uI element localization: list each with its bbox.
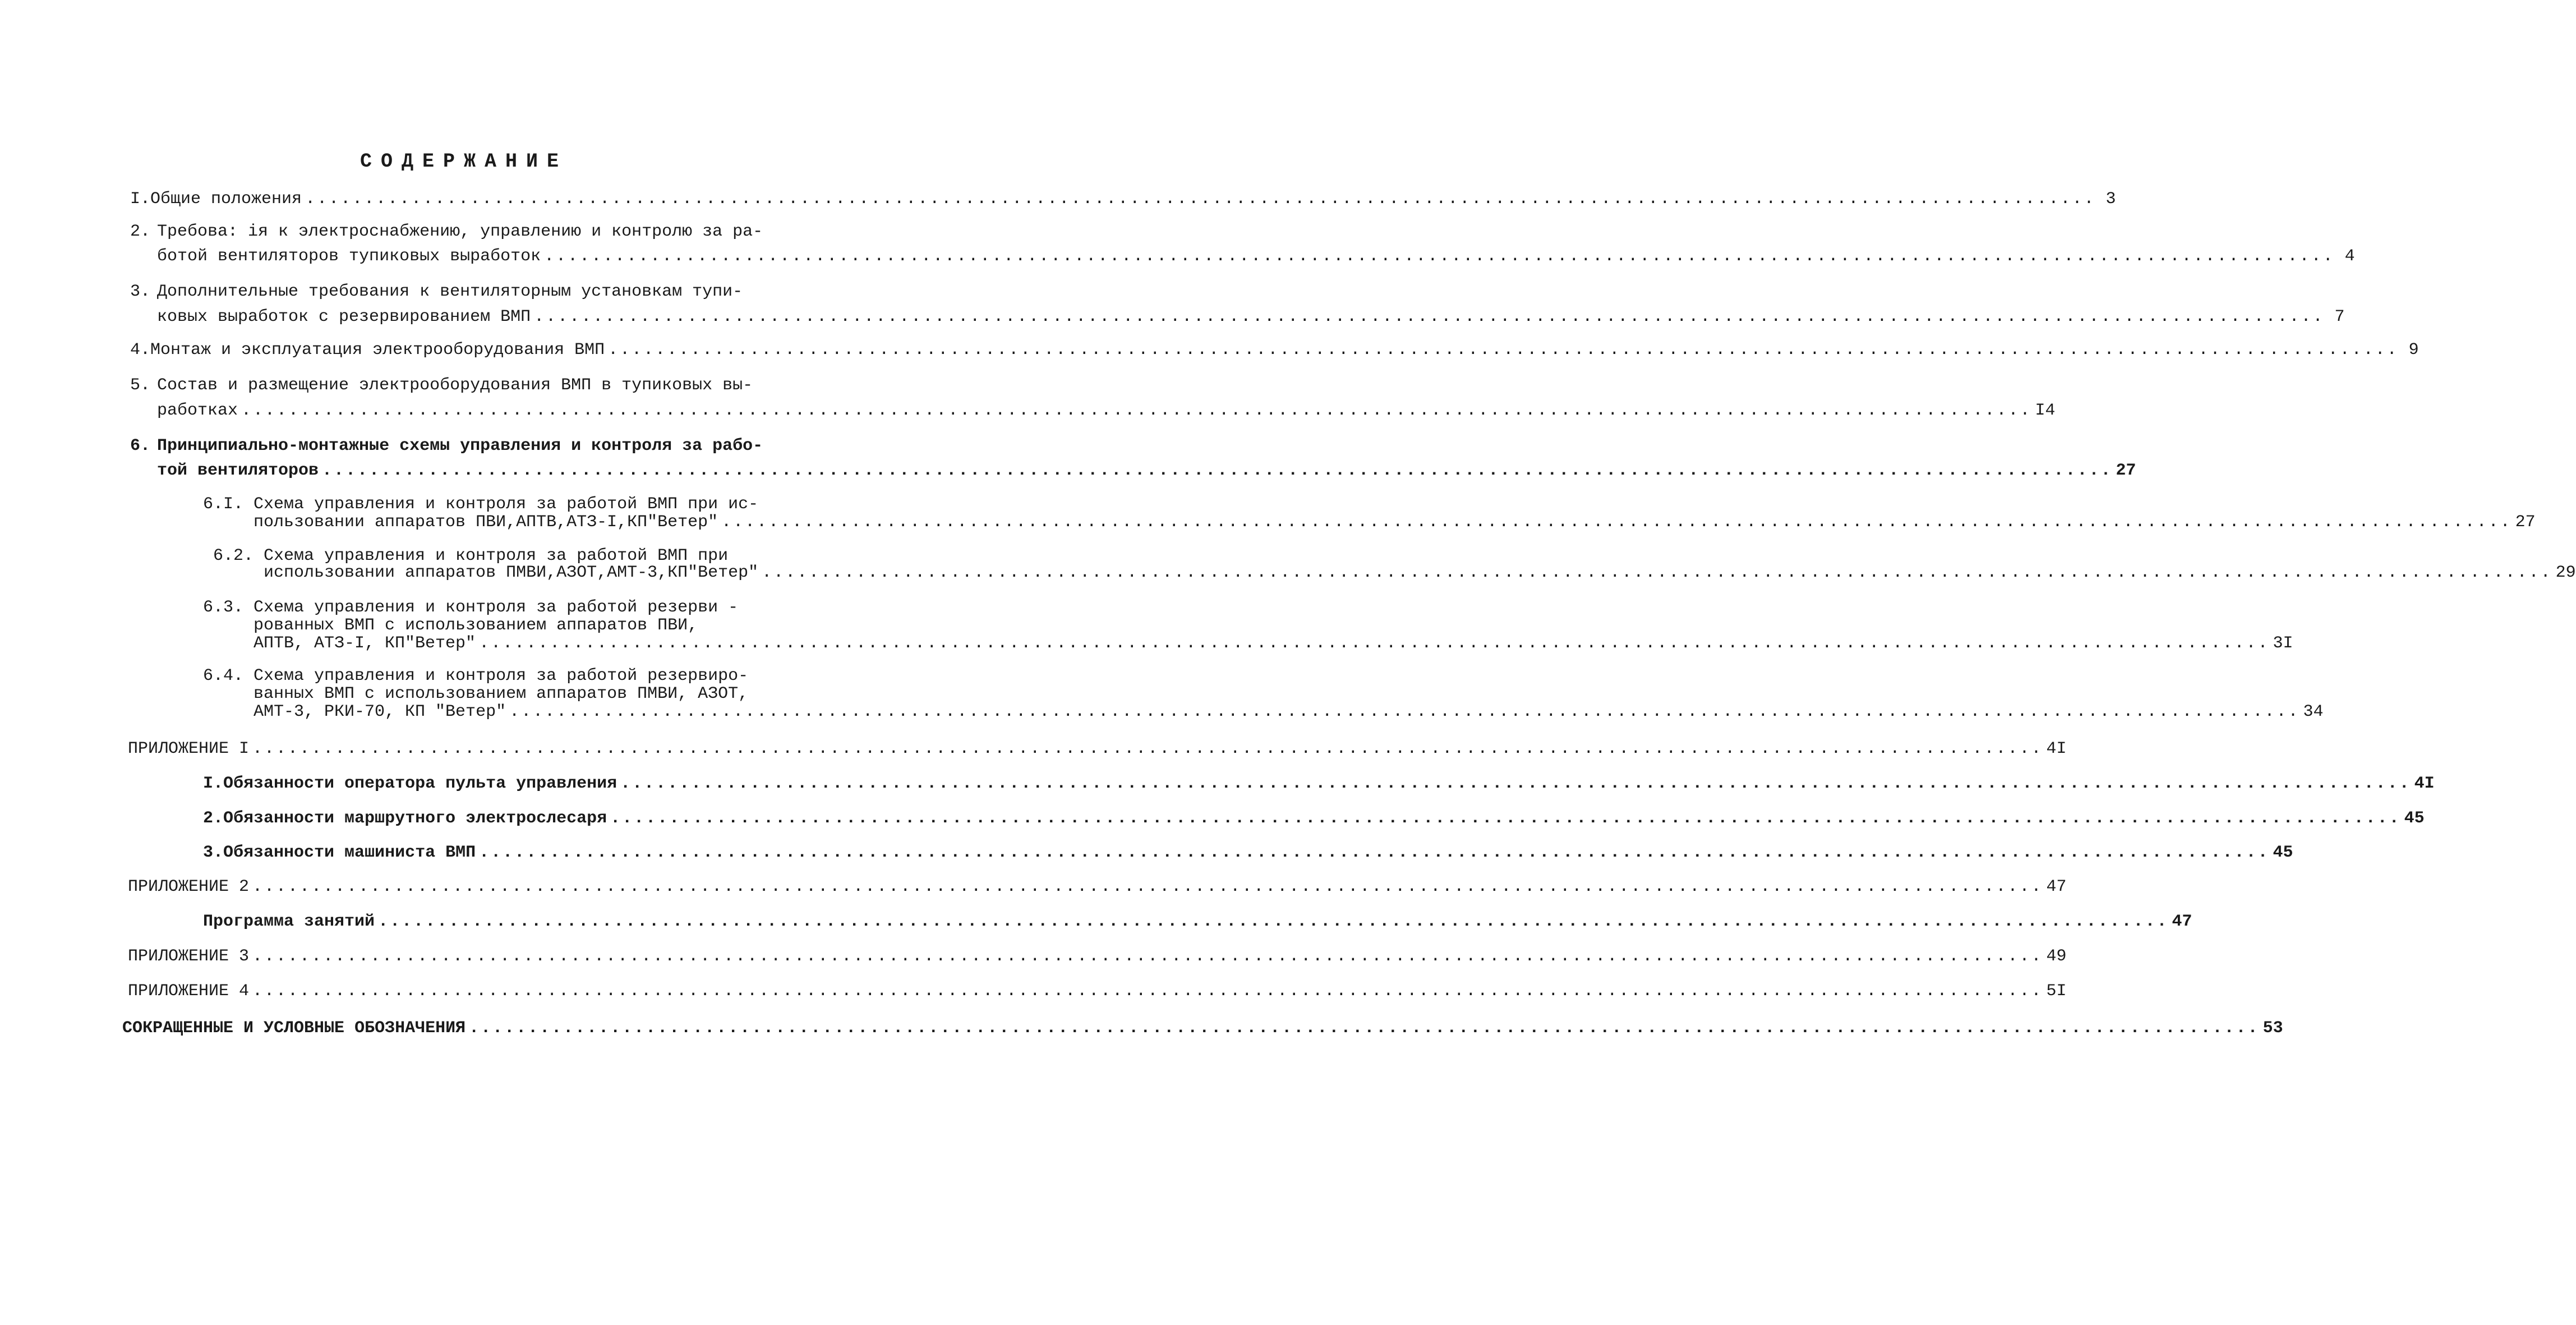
toc-entry-3 (157, 307, 2345, 329)
dot-leader: ........................................................................................................................................................ (479, 634, 2270, 653)
dot-leader: ........................................................................................................................................................ (305, 190, 2096, 209)
toc-subentry-text-line: ванных ВМП с использованием аппаратов ПМВИ, АЗОТ, (254, 684, 749, 703)
toc-appendix-1 (128, 739, 2067, 761)
toc-subentry-text: использовании аппаратов ПМВИ,АЗОТ,АМТ-3,КП"Ветер" (264, 563, 759, 582)
toc-entry-page: 27 (2116, 461, 2136, 480)
toc-item-text: Обязанности маршрутного электрослесаря (223, 809, 607, 828)
toc-subentry-text: АПТВ, АТЗ-I, КП"Ветер" (254, 634, 476, 653)
toc-appendix-4 (128, 982, 2067, 1003)
toc-entry-6 (157, 461, 2136, 482)
toc-entry-number: 2. (130, 222, 151, 241)
toc-entry-text: ковых выработок с резервированием ВМП (157, 307, 531, 326)
toc-appendix-1-item-2 (203, 809, 2425, 830)
toc-subentry-text-line: Схема управления и контроля за работой резерви - (254, 598, 739, 617)
toc-subentry-page: 34 (2303, 702, 2324, 721)
toc-subentry-number: 6.I. (203, 495, 244, 514)
toc-entry-page: I4 (2035, 401, 2056, 420)
toc-item-page: 47 (2172, 912, 2192, 931)
toc-entry-5-line1 (130, 376, 753, 397)
dot-leader: ........................................................................................................................................................ (252, 739, 2043, 758)
toc-entry-5 (157, 401, 2056, 422)
toc-subentry-number: 6.3. (203, 598, 244, 617)
toc-subentry-page: 27 (2515, 513, 2536, 532)
toc-item-text: Программа занятий (203, 912, 375, 931)
toc-item-number: I. (203, 774, 224, 793)
toc-subentry-page: 29 (2555, 563, 2576, 582)
toc-appendix-page: 47 (2046, 877, 2067, 896)
toc-entry-number: 4. (130, 341, 151, 360)
toc-entry-text: Монтаж и эксплуатация электрооборудования ВМП (150, 341, 605, 360)
toc-entry-text-line: Дополнительные требования к вентиляторным установкам тупи- (157, 282, 743, 301)
toc-entry-number: 6. (130, 436, 151, 456)
toc-subentry-text-line: Схема управления и контроля за работой резервиро- (254, 666, 749, 685)
toc-appendix-1-item-3 (203, 843, 2293, 864)
dot-leader: ........................................................................................................................................................ (509, 702, 2300, 721)
page-title: СОДЕРЖАНИЕ (360, 150, 568, 173)
toc-entry-text: работках (157, 401, 238, 420)
toc-subentry-6-4 (254, 702, 2324, 724)
toc-subentry-text-line: Схема управления и контроля за работой ВМП при (264, 546, 729, 565)
toc-appendix-page: 49 (2046, 947, 2067, 966)
toc-appendix-2 (128, 877, 2067, 899)
toc-appendix-1-item-1 (203, 774, 2435, 795)
toc-subentry-text-line: рованных ВМП с использованием аппаратов ПВИ, (254, 616, 698, 635)
toc-entry-page: 7 (2334, 307, 2345, 326)
toc-entry-text: Общие положения (150, 190, 302, 209)
toc-subentry-text: АМТ-3, РКИ-70, КП "Ветер" (254, 702, 506, 721)
dot-leader: ........................................................................................................................................................ (544, 247, 2335, 266)
dot-leader: ........................................................................................................................................................ (469, 1019, 2260, 1038)
dot-leader: ........................................................................................................................................................ (322, 461, 2113, 480)
toc-abbreviations (122, 1019, 2283, 1040)
toc-item-page: 4I (2414, 774, 2435, 793)
toc-appendix-page: 5I (2046, 982, 2067, 1001)
dot-leader: ........................................................................................................................................................ (721, 513, 2512, 532)
toc-subentry-6-3 (254, 634, 2293, 655)
toc-entry-text: ботой вентиляторов тупиковых выработок (157, 247, 541, 266)
toc-entry-4 (130, 341, 2419, 362)
dot-leader: ........................................................................................................................................................ (534, 307, 2325, 326)
toc-entry-text-line: Состав и размещение электрооборудования ВМП в тупиковых вы- (157, 376, 753, 395)
toc-entry-2-line1 (130, 222, 763, 243)
toc-item-text: Обязанности машиниста ВМП (223, 843, 476, 862)
toc-entry-text-line: Принципиально-монтажные схемы управления и контроля за рабо- (157, 436, 763, 456)
toc-entry-page: 9 (2408, 341, 2419, 360)
toc-abbr-page: 53 (2262, 1019, 2283, 1038)
toc-item-text: Обязанности оператора пульта управления (223, 774, 617, 793)
dot-leader: ........................................................................................................................................................ (620, 774, 2411, 793)
dot-leader: ........................................................................................................................................................ (252, 947, 2043, 966)
toc-subentry-page: 3I (2273, 634, 2293, 653)
dot-leader: ........................................................................................................................................................ (378, 912, 2169, 931)
toc-appendix-label: ПРИЛОЖЕНИЕ 3 (128, 947, 250, 966)
toc-appendix-label: ПРИЛОЖЕНИЕ 4 (128, 982, 250, 1001)
toc-subentry-text-line: Схема управления и контроля за работой ВМП при ис- (254, 495, 759, 514)
toc-entry-3-line1 (130, 282, 743, 303)
toc-abbr-label: СОКРАЩЕННЫЕ И УСЛОВНЫЕ ОБОЗНАЧЕНИЯ (122, 1019, 466, 1038)
dot-leader: ........................................................................................................................................................ (479, 843, 2270, 862)
toc-appendix-3 (128, 947, 2067, 968)
dot-leader: ........................................................................................................................................................ (610, 809, 2401, 828)
dot-leader: ........................................................................................................................................................ (252, 982, 2043, 1001)
toc-entry-number: 3. (130, 282, 151, 301)
toc-item-page: 45 (2404, 809, 2425, 828)
toc-appendix-page: 4I (2046, 739, 2067, 758)
toc-entry-number: I. (130, 190, 151, 209)
toc-program (203, 912, 2192, 933)
toc-entry-text-line: Требова: ія к электроснабжению, управлению и контролю за ра- (157, 222, 763, 241)
toc-appendix-label: ПРИЛОЖЕНИЕ 2 (128, 877, 250, 896)
toc-entry-page: 3 (2105, 190, 2116, 209)
toc-subentry-6-2 (264, 563, 2576, 585)
dot-leader: ........................................................................................................................................................ (608, 341, 2399, 360)
toc-item-number: 2. (203, 809, 224, 828)
toc-item-number: 3. (203, 843, 224, 862)
toc-entry-1 (130, 190, 2116, 211)
toc-item-page: 45 (2273, 843, 2293, 862)
toc-subentry-number: 6.2. (213, 546, 254, 565)
toc-appendix-label: ПРИЛОЖЕНИЕ I (128, 739, 250, 758)
toc-entry-text: той вентиляторов (157, 461, 319, 480)
dot-leader: ........................................................................................................................................................ (241, 401, 2032, 420)
toc-entry-number: 5. (130, 376, 151, 395)
toc-subentry-number: 6.4. (203, 666, 244, 685)
dot-leader: ........................................................................................................................................................ (252, 877, 2043, 896)
toc-subentry-6-1 (254, 513, 2536, 534)
toc-entry-2 (157, 247, 2355, 268)
toc-entry-page: 4 (2344, 247, 2355, 266)
toc-subentry-text: пользовании аппаратов ПВИ,АПТВ,АТЗ-I,КП"Ветер" (254, 513, 718, 532)
toc-entry-6-line1 (130, 436, 763, 458)
dot-leader: ........................................................................................................................................................ (762, 563, 2552, 582)
